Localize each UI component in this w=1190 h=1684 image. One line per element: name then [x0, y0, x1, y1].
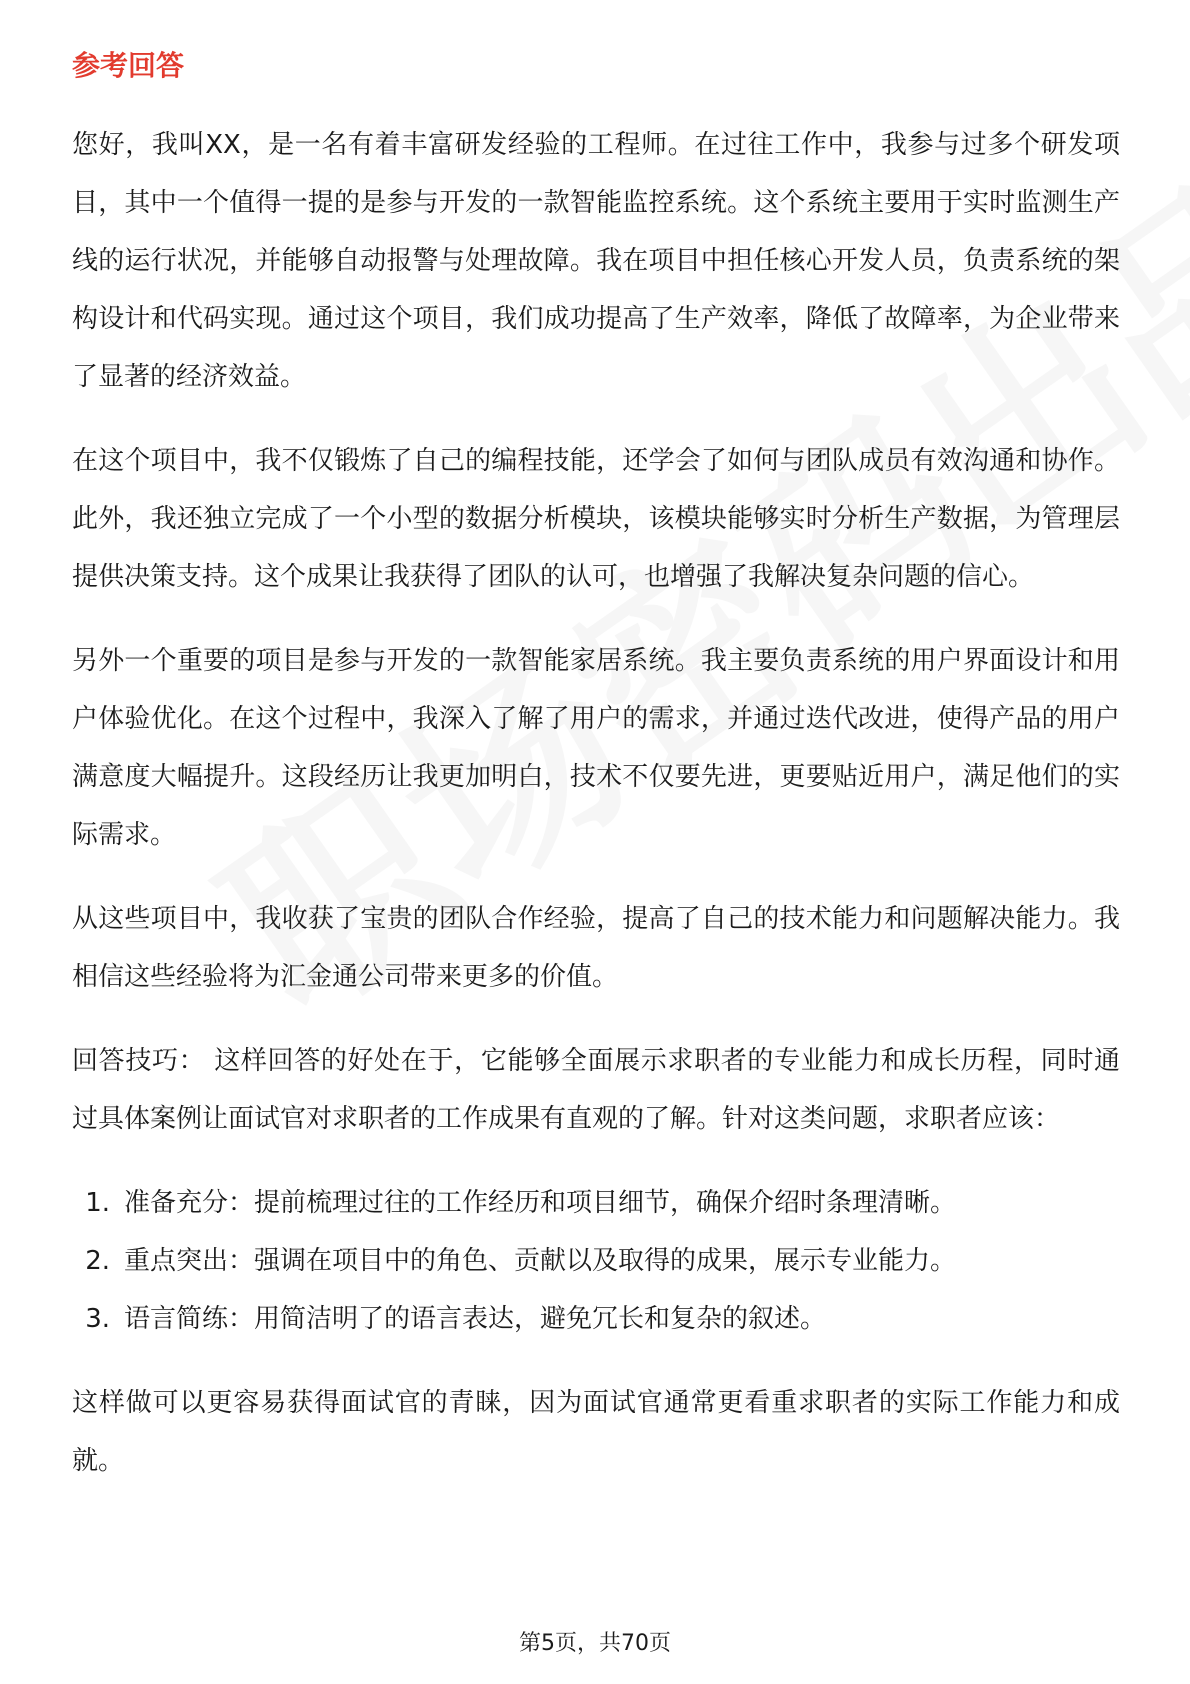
- paragraph-summary: 从这些项目中，我收获了宝贵的团队合作经验，提高了自己的技术能力和问题解决能力。我相信这些经验将为汇金通公司带来更多的价值。: [72, 904, 1120, 992]
- list-item-number: 1.: [85, 1188, 110, 1218]
- list-item-text: 重点突出：强调在项目中的角色、贡献以及取得的成果，展示专业能力。: [124, 1246, 957, 1276]
- page-number-footer: 第5页，共70页: [519, 1631, 671, 1656]
- list-item-number: 3.: [85, 1304, 110, 1334]
- list-item-text: 准备充分：提前梳理过往的工作经历和项目细节，确保介绍时条理清晰。: [124, 1188, 957, 1218]
- list-item: [72, 1232, 1120, 1290]
- tips-list: [72, 1174, 1120, 1348]
- paragraph-tips: 回答技巧： 这样回答的好处在于，它能够全面展示求职者的专业能力和成长历程，同时通过具体案例让面试官对求职者的工作成果有直观的了解。针对这类问题，求职者应该：: [72, 1046, 1120, 1134]
- list-item-number: 2.: [85, 1246, 110, 1276]
- section-heading: 参考回答: [72, 49, 185, 82]
- paragraph-smart-home: 另外一个重要的项目是参与开发的一款智能家居系统。我主要负责系统的用户界面设计和用户体验优化。在这个过程中，我深入了解了用户的需求，并通过迭代改进，使得产品的用户满意度大幅提升。这段经历让我更加明白，技术不仅要先进，更要贴近用户，满足他们的实际需求。: [72, 646, 1120, 850]
- paragraph-intro: 您好，我叫XX，是一名有着丰富研发经验的工程师。在过往工作中，我参与过多个研发项目，其中一个值得一提的是参与开发的一款智能监控系统。这个系统主要用于实时监测生产线的运行状况，并能够自动报警与处理故障。我在项目中担任核心开发人员，负责系统的架构设计和代码实现。通过这个项目，我们成功提高了生产效率，降低了故障率，为企业带来了显著的经济效益。: [72, 130, 1120, 392]
- list-item: [72, 1290, 1120, 1348]
- list-item: [72, 1174, 1120, 1232]
- paragraph-closing: 这样做可以更容易获得面试官的青睐，因为面试官通常更看重求职者的实际工作能力和成就。: [72, 1388, 1120, 1476]
- paragraph-skills: 在这个项目中，我不仅锻炼了自己的编程技能，还学会了如何与团队成员有效沟通和协作。此外，我还独立完成了一个小型的数据分析模块，该模块能够实时分析生产数据，为管理层提供决策支持。这个成果让我获得了团队的认可，也增强了我解决复杂问题的信心。: [72, 446, 1120, 592]
- document-page: [72, 46, 1120, 1516]
- list-item-text: 语言简练：用简洁明了的语言表达，避免冗长和复杂的叙述。: [124, 1304, 827, 1334]
